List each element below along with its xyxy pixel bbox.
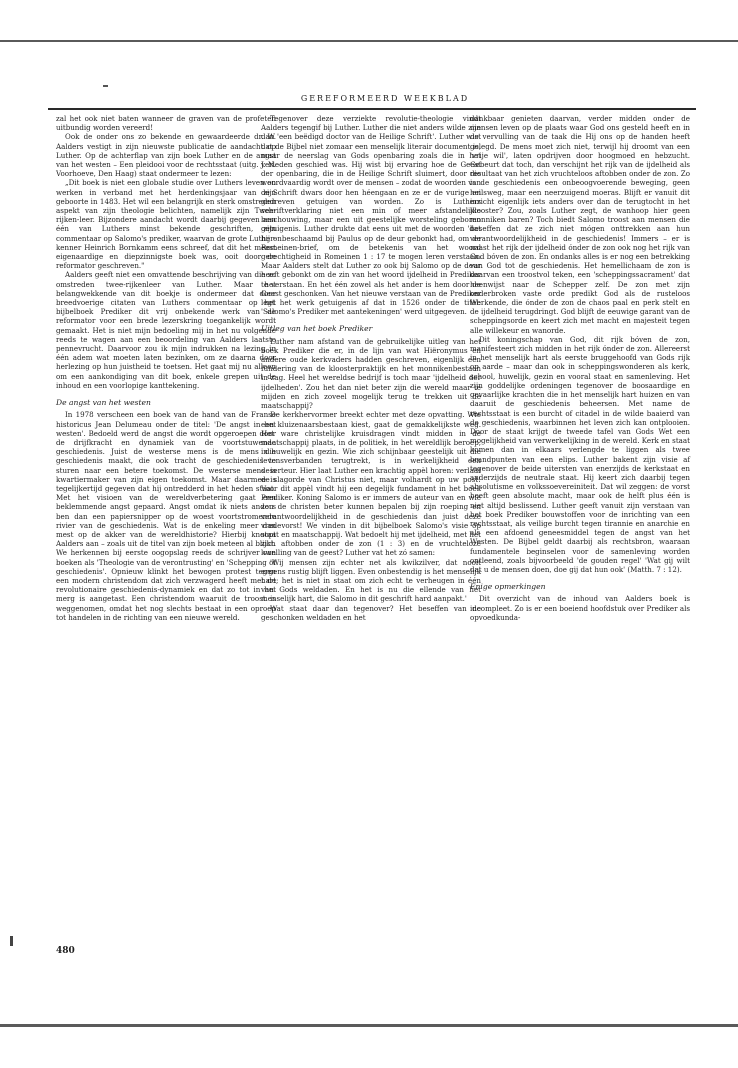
paragraph: Ook de onder ons zo bekende en gewaardeerde dr. W. Aalders vestigt in zijn nieuwste publicatie de aandacht op Luther. Op de achterflap van zijn boek Luther en de angst van het westen – Een pleidooi voor de rechtsstaat (uitg. J. N. Voorhoeve, Den Haag) staat ondermeer te lezen: (56, 132, 276, 179)
column-1 (56, 114, 276, 622)
paragraph: Dit overzicht van de inhoud van Aalders boek is incompleet. Zo is er een boeiend hoofdstuk over Prediker als opvoedkunda- (470, 594, 690, 622)
scan-speck (103, 85, 108, 87)
paragraph: Luther nam afstand van de gebruikelijke uitleg van het boek Prediker die er, in de lijn van wat Hiëronymus en andere oude kerkvaders hadden geschreven, eigenlijk een fundering van de kloosterpraktijk en het monnikenbestaan in zag. Heel het wereldse bedrijf is toch maar 'ijdelheid der ijdelheden'. Zou het dan niet beter zijn die wereld maar te mijden en zich zoveel mogelijk terug te trekken uit de maatschappij? (261, 336, 481, 411)
section-heading: Enige opmerkingen (470, 582, 546, 592)
paragraph: Tegenover deze verziekte revolutie-theologie vindt Aalders tegengif bij Luther. Luther die niet anders wilde zijn dan 'een beëdigd doctor van de Heilige Schrift'. Luther wist dat de Bijbel niet zomaar een menselijk literair document is, maar de neerslag van Gods openbaring zoals die in het verleden geschied was. Hij wist bij ervaring hoe de Geest der openbaring, die in de Heilige Schrift sluimert, door die woordvaardig wordt over de mensen – zodat de woorden van de Schrift dwars door hen héengaan en ze er de vurige en gedreven getuigen van worden. Zo is Luthers schriftverklaring niet een min of meer afstandelijke beschouwing, maar een uit geestelijke worsteling geboren getuigenis. Luther drukte dat eens uit met de woorden 'dat hij onbeschaamd bij Paulus op de deur gebonkt had, om de Romeinen-brief, om de betekenis van het woord gerechtigheid in Romeinen 1 : 17 te mogen leren verstaan. Maar Aalders stelt dat Luther zo ook bij Salomo op de deur heeft gebonkt om de zin van het woord ijdelheid in Prediker te verstaan. En het één zowel als het ander is hem door de Geest geschonken. Van het nieuwe verstaan van de Prediker legt het werk getuigenis af dat in 1526 onder de titel: 'Salomo's Prediker met aantekeningen' werd uitgegeven. (261, 114, 481, 317)
paragraph: Dit koningschap van God, dit rijk bóven de zon, manifesteert zich midden in het rijk ónder de zon. Allereerst in het menselijk hart als eerste bruggehoofd van Gods rijk op aarde – maar dan ook in scheppingswonderen als kerk, school, huwelijk, gezin en vooral staat en samenleving. Het zijn goddelijke ordeningen tegenover de boosaardige en gevaarlijke krachten die in het menselijk hart huizen en van daaruit de geschiedenis beheersen. Met name de rechtsstaat is een burcht of citadel in de wilde baaierd van de geschiedenis, waarbinnen het leven zich kan ontplooien. Door de staat krijgt de tweede tafel van Gods Wet een mogelijkheid van verwerkelijking in de wereld. Kerk en staat komen dan in elkaars verlengde te liggen als twee brandpunten van een elips. Luther bakent zijn visie af tegenover de beide uitersten van enerzijds de kerkstaat en anderzijds de neutrale staat. Hij keert zich daarbij tegen absolutisme en volkssoevereiniteit. Dat wil zeggen: de vorst heeft geen absolute macht, maar ook de helft plus één is niet altijd beslissend. Luther geeft vanuit zijn verstaan van het boek Prediker bouwstoffen voor de inrichting van een rechtsstaat, als veilige burcht tegen tirannie en anarchie en als een afdoend geneesmiddel tegen de angst van het Westen. De Bijbel geldt daarbij als rechtsbron, waaraan fundamentele beginselen voor de samenleving worden ontleend, zoals bijvoorbeeld 'de gouden regel' 'Wat gij wilt dat u de mensen doen, doe gij dat hun ook' (Matth. 7 : 12). (470, 334, 690, 574)
header-rule (48, 108, 696, 110)
section-heading: De angst van het westen (56, 398, 151, 408)
page-number: 480 (56, 946, 75, 956)
margin-mark (10, 936, 13, 946)
paragraph: In 1978 verscheen een boek van de hand van de Franse historicus Jean Delumeau onder de titel: 'De angst in het westen'. Bedoeld werd de angst die wordt opgeroepen door de drijfkracht en dynamiek van de voortstuwende geschiedenis. Juist de westerse mens is de mens die geschiedenis maakt, die ook tracht de geschiedenis te sturen naar een betere toekomst. De westerse mens is kwartiermaker van zijn eigen toekomst. Maar daarmee is tegelijkertijd gegeven dat hij ontredderd in het heden staat. Met het visioen van de wereldverbetering gaat een beklemmende angst gepaard. Angst omdat ik niets anders ben dan een papiersnipper op de woest voortstromende rivier van de geschiedenis. Wat is de enkeling meer dan mest op de akker van de wereldhistorie? Hierbij knoopt Aalders aan – zoals uit de titel van zijn boek meteen al blijkt. We herkennen bij eerste oogopslag reeds de schrijver van boeken als 'Theologie van de verontrusting' en 'Schepping of geschiedenis'. Opnieuw klinkt het bewogen protest tegen een modern christendom dat zich verzwagerd heeft met de revolutionaire geschiedenis-dynamiek en dat zo tot in het merg is aangetast. Een christendom waaruit de troost is weggenomen, omdat het nog slechts bestaat in een oproep tot handelen in de richting van een nieuwe wereld. (56, 410, 276, 622)
paragraph: Aalders geeft niet een omvattende beschrijving van die zo omstreden twee-rijkenleer van Luther. Maar het belangwekkende van dit boekje is ondermeer dat door breedvoerige citaten van Luthers commentaar op het bijbelboek Prediker dit vrij onbekende werk van de reformator voor een brede lezerskring toegankelijk wordt gemaakt. Het is niet mijn bedoeling mij in het nu volgende reeds te wagen aan een beoordeling van Aalders laatste pennevrucht. Daarvoor zou ik mijn indrukken na lezing in één adem wat moeten laten bezinken, om ze daarna door herlezing op hun juistheid te toetsen. Het gaat mij nu alleen om een aankondiging van dit boek, enkele grepen uit de inhoud en een voorlopige kanttekening. (56, 270, 276, 390)
running-header: GEREFORMEERD WEEKBLAD (300, 94, 470, 103)
section-heading: Uitleg van het boek Prediker (261, 324, 373, 334)
quote-paragraph: „Dit boek is niet een globale studie over Luthers leven en werken in verband met het herdenkingsjaar van zijn geboorte in 1483. Het wil een belangrijk en sterk omstreden aspekt van zijn theologie belichten, namelijk zijn Twee-rijken-leer. Bijzondere aandacht wordt daarbij gegeven aan één van Luthers minst bekende geschriften, zijn commentaar op Salomo's prediker, waarvan de grote Luther-kenner Heinrich Bornkamm eens schreef, dat dit het meest eigenaardige en diepzinnigste boek was, ooit door de reformator geschreven." (56, 178, 276, 271)
scan-edge-bottom (0, 1024, 738, 1027)
paragraph: zal het ook niet baten wanneer de graven van de profeten uitbundig worden vereerd! (56, 114, 276, 133)
paragraph: Wat staat daar dan tegenover? Het beseffen van de geschonken weldaden en het (261, 603, 481, 622)
column-2 (261, 114, 481, 622)
quote-paragraph: 'Wij mensen zijn echter net als kwikzilver, dat nooit ergens rustig blijft liggen. Even onbestendig is het menselijk hart; het is niet in staat om zich echt te verheugen in één van Gods weldaden. En het is nu die ellende van het menselijk hart, die Salomo in dit geschrift hard aanpakt.' (261, 557, 481, 604)
scan-edge-top (0, 40, 738, 42)
column-3 (470, 114, 690, 622)
paragraph: De kerkhervormer breekt echter met deze opvatting. Wie een kluizenaarsbestaan kiest, gaat de gemakkelijkste weg. Het ware christelijke kruisdragen vindt midden in de maatschappij plaats, in de politiek, in het wereldlijk beroep, in huwelijk en gezin. Wie zich schijnbaar geestelijk uit die levensverbanden terugtrekt, is in werkelijkheid een deserteur. Hier laat Luther een krachtig appèl horen: verlaat de slagorde van Christus niet, maar volhardt op uw post! Voor dit appèl vindt hij een degelijk fundament in het boek Prediker. Koning Salomo is er immers de auteur van en wie zou de christen beter kunnen bepalen bij zijn roeping en verantwoordelijkheid in de geschiedenis dan juist deze vredevorst! We vinden in dit bijbelboek Salomo's visie op staat en maatschappij. Wat bedoelt hij met ijdelheid, met het zich aftobben onder de zon (1 : 3) en de vruchteloze kwelling van de geest? Luther vat het zó samen: (261, 410, 481, 558)
paragraph: dankbaar genieten daarvan, verder midden onder de mensen leven op de plaats waar God ons gesteld heeft en in de vervulling van de taak die Hij ons op de handen heeft gelegd. De mens moet zich niet, terwijl hij droomt van een 'vrije wil', laten opdrijven door hoogmoed en hebzucht. Gebeurt dat toch, dan verschijnt het rijk van de ijdelheid als resultaat van het zich vruchteloos aftobben onder de zon. Zo is de geschiedenis een onbeoogvoerende beweging, geen heilsweg, maar een neerzuigend moeras. Blijft er vanuit dit inzicht eigenlijk iets anders over dan de terugtocht in het klooster? Zou, zoals Luther zegt, de wanhoop hier geen monniken baren? Toch biedt Salomo troost aan mensen die beseffen dat ze zich niet mógen onttrekken aan hun verantwoordelijkheid in de geschiedenis! Immers – er is naast het rijk der ijdelheid ónder de zon ook nog het rijk van God bóven de zon. En ondanks alles is er nog een betrekking van God tot de geschiedenis. Het hemellichaam de zon is daarvan een troostvol teken, een 'scheppingssacrament' dat heenwijst naar de Schepper zelf. De zon met zijn onderbroken vaste orde predikt God als de rusteloos Werkende, die ónder de zon de chaos paal en perk stelt en de ijdelheid terugdringt. God blijft de eeuwige garant van de scheppingsorde en keert zich met macht en majesteit tegen alle willekeur en wanorde. (470, 114, 690, 335)
